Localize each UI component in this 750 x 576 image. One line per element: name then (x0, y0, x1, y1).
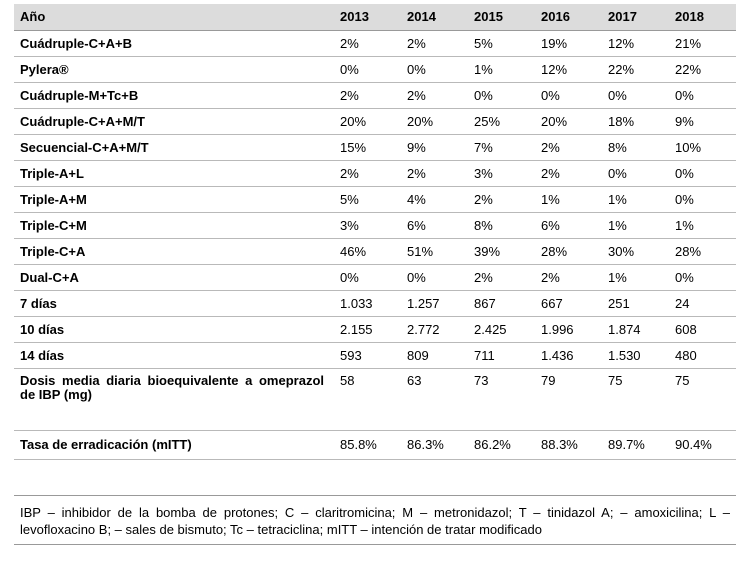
table-cell: 90.4% (675, 437, 712, 452)
table-cell: 22% (675, 62, 702, 77)
table-cell: 39% (474, 244, 501, 259)
row-label: Pylera® (20, 62, 69, 77)
table-cell: 1.257 (407, 296, 440, 311)
table-cell: 46% (340, 244, 367, 259)
table-cell: 0% (474, 88, 493, 103)
table-cell: 20% (541, 114, 568, 129)
table-cell: 2% (340, 36, 359, 51)
table-cell: 24 (675, 296, 690, 311)
table-cell: 480 (675, 348, 697, 363)
table-cell: 7% (474, 140, 493, 155)
table-cell: 28% (675, 244, 702, 259)
row-label: 10 días (20, 322, 65, 337)
table-cell: 2% (541, 140, 560, 155)
table-cell: 2.772 (407, 322, 440, 337)
table-cell: 2% (407, 166, 426, 181)
table-cell: 2% (407, 36, 426, 51)
table-cell: 1% (608, 270, 627, 285)
table-footnote: IBP – inhibidor de la bomba de protones; C – claritromicina; M – metronidazol; T – tinidazol A; – amoxicilina; L – levofloxacino B; – sales de bismuto; Tc – tetraciclina; mITT – intención de tratar modificado (14, 498, 736, 545)
table-row (14, 161, 736, 187)
table-cell: 0% (407, 270, 426, 285)
header-cell: Año (20, 9, 46, 24)
table-cell: 22% (608, 62, 635, 77)
treatment-table (14, 4, 736, 460)
table-cell: 4% (407, 192, 426, 207)
table-cell: 0% (340, 270, 359, 285)
table-cell: 1.033 (340, 296, 373, 311)
table-cell: 75 (608, 373, 623, 388)
table-cell: 58 (340, 373, 355, 388)
table-row (14, 431, 736, 460)
table-cell: 2% (340, 88, 359, 103)
table-cell: 73 (474, 373, 489, 388)
table-row (14, 135, 736, 161)
table-cell: 251 (608, 296, 630, 311)
divider (14, 495, 736, 496)
table-cell: 1% (608, 218, 627, 233)
table-body (14, 31, 736, 460)
table-cell: 15% (340, 140, 367, 155)
header-cell: 2017 (608, 9, 637, 24)
table-cell: 3% (474, 166, 493, 181)
table-cell: 809 (407, 348, 429, 363)
table-row (14, 291, 736, 317)
table-row (14, 213, 736, 239)
row-label: Triple-C+M (20, 218, 87, 233)
table-cell: 12% (541, 62, 568, 77)
table-row (14, 57, 736, 83)
table-cell: 79 (541, 373, 556, 388)
header-cell: 2015 (474, 9, 503, 24)
table-cell: 86.2% (474, 437, 511, 452)
table-cell: 0% (675, 88, 694, 103)
table-cell: 28% (541, 244, 568, 259)
table-cell: 85.8% (340, 437, 377, 452)
table-cell: 19% (541, 36, 568, 51)
row-label: Cuádruple-C+A+B (20, 36, 132, 51)
table-cell: 20% (407, 114, 434, 129)
table-cell: 89.7% (608, 437, 645, 452)
table-header-row (14, 4, 736, 31)
table-cell: 21% (675, 36, 702, 51)
table-cell: 9% (407, 140, 426, 155)
table-cell: 711 (474, 348, 495, 363)
table-row (14, 31, 736, 57)
table-cell: 6% (407, 218, 426, 233)
header-cell: 2014 (407, 9, 436, 24)
table-cell: 0% (407, 62, 426, 77)
row-label: Cuádruple-C+A+M/T (20, 114, 145, 129)
table-cell: 1.436 (541, 348, 574, 363)
table-cell: 25% (474, 114, 501, 129)
table-cell: 1.530 (608, 348, 641, 363)
table-row (14, 317, 736, 343)
table-cell: 0% (340, 62, 359, 77)
table-cell: 2% (541, 166, 560, 181)
table-cell: 63 (407, 373, 422, 388)
row-label: Cuádruple-M+Tc+B (20, 88, 139, 103)
table-row (14, 187, 736, 213)
table-row (14, 109, 736, 135)
table-cell: 75 (675, 373, 690, 388)
table-cell: 0% (675, 166, 694, 181)
table-cell: 8% (608, 140, 627, 155)
table-cell: 5% (340, 192, 359, 207)
row-label: Dosis media diaria bioequivalente a omeprazol de IBP (mg) (20, 373, 324, 402)
table-cell: 30% (608, 244, 635, 259)
table-cell: 86.3% (407, 437, 444, 452)
table-cell: 9% (675, 114, 694, 129)
table-cell: 1.874 (608, 322, 641, 337)
table-cell: 0% (541, 88, 560, 103)
row-label: Triple-A+M (20, 192, 87, 207)
table-cell: 5% (474, 36, 493, 51)
table-cell: 867 (474, 296, 496, 311)
table-row (14, 239, 736, 265)
row-label: Triple-C+A (20, 244, 86, 259)
table-row (14, 343, 736, 369)
table-cell: 18% (608, 114, 635, 129)
row-label: Dual-C+A (20, 270, 79, 285)
table-cell: 2% (340, 166, 359, 181)
row-label: Secuencial-C+A+M/T (20, 140, 149, 155)
table-cell: 1% (675, 218, 694, 233)
header-cell: 2016 (541, 9, 570, 24)
table-row (14, 83, 736, 109)
table-cell: 667 (541, 296, 563, 311)
table-row (14, 369, 736, 431)
row-label: Triple-A+L (20, 166, 84, 181)
table-cell: 593 (340, 348, 362, 363)
table-cell: 0% (675, 192, 694, 207)
table-cell: 2.155 (340, 322, 373, 337)
table-cell: 0% (608, 166, 627, 181)
table-cell: 2% (541, 270, 560, 285)
table-cell: 2% (474, 270, 493, 285)
table-cell: 51% (407, 244, 434, 259)
table-cell: 2% (474, 192, 493, 207)
row-label: Tasa de erradicación (mITT) (20, 437, 192, 452)
table-cell: 12% (608, 36, 635, 51)
header-cell: 2018 (675, 9, 704, 24)
table-cell: 3% (340, 218, 359, 233)
table-cell: 88.3% (541, 437, 578, 452)
row-label: 7 días (20, 296, 57, 311)
table-row (14, 265, 736, 291)
table-cell: 1% (474, 62, 493, 77)
table-cell: 10% (675, 140, 702, 155)
table-cell: 0% (675, 270, 694, 285)
table-cell: 608 (675, 322, 697, 337)
row-label: 14 días (20, 348, 65, 363)
header-cell: 2013 (340, 9, 369, 24)
table-cell: 20% (340, 114, 367, 129)
table-cell: 6% (541, 218, 560, 233)
table-cell: 2% (407, 88, 426, 103)
table-cell: 0% (608, 88, 627, 103)
table-cell: 2.425 (474, 322, 507, 337)
table-cell: 1% (608, 192, 627, 207)
table-cell: 1% (541, 192, 560, 207)
table-cell: 8% (474, 218, 493, 233)
table-cell: 1.996 (541, 322, 574, 337)
